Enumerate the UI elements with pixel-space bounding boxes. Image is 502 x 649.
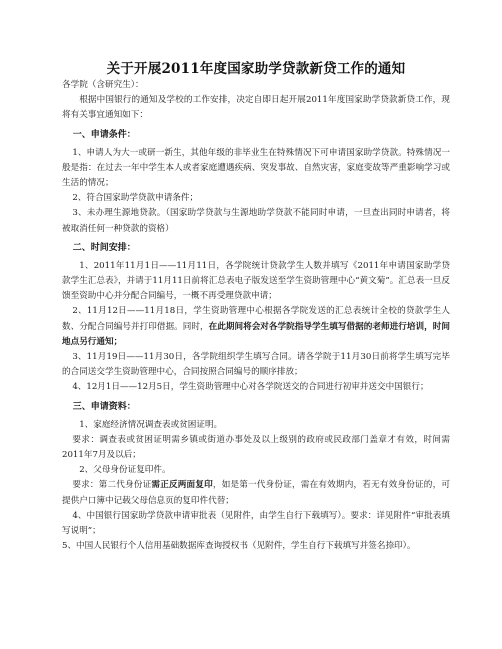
material-item-5: 5、中国人民银行个人信用基础数据库查询授权书（见附件，学生自行下载填写并签名捺印）。 bbox=[62, 541, 416, 552]
schedule-item-3: 3、11月19日——11月30日，各学院组织学生填写合同。请各学院于11月30日前将学生填写完毕的合同送交学生资助管理中心，合同按照合同编号的顺序排放； bbox=[62, 352, 450, 378]
condition-item-3: 3、未办理生源地贷款。（国家助学贷款与生源地助学贷款不能同时申请，一旦查出同时申请者，将被取消任何一种贷款的资格） bbox=[62, 208, 450, 234]
document-title: 关于开展2011年度国家助学贷款新贷工作的通知 bbox=[106, 61, 406, 77]
material-item-2: 2、父母身份证复印件。 bbox=[79, 465, 171, 476]
material-item-1-requirement: 要求：调查表或贫困证明需乡镇或街道办事处及以上级别的政府或民政部门盖章才有效，时间需2011年7月及以后； bbox=[62, 434, 450, 461]
section-heading-materials: 三、申请资料： bbox=[72, 401, 136, 412]
intro-paragraph: 根据中国银行的通知及学校的工作安排，决定自即日起开展2011年度国家助学贷款新贷工作，现将有关事宜通知如下： bbox=[62, 95, 450, 121]
schedule-item-1: 1、2011年11月1日——11月11日，各学院统计贷款学生人数并填写《2011年申请国家助学贷款学生汇总表》，并请于11月11日前将汇总表电子版发送至学生资助管理中心“黄文菊”。汇总表一旦反馈至资助中心并分配合同编号，一概不再受理贷款申请； bbox=[62, 260, 450, 302]
schedule-item-2-emphasis: 在此期间将会对各学院指导学生填写借据的老师进行培训，时间地点另行通知； bbox=[62, 321, 450, 347]
condition-item-2: 2、符合国家助学贷款申请条件； bbox=[72, 193, 199, 204]
schedule-item-2-text: 2、11月12日——11月18日，学生资助管理中心根据各学院发送的汇总表统计全校的贷款学生人数、分配合同编号并打印借据。同时， bbox=[62, 306, 450, 332]
condition-item-1: 1、申请人为大一或研一新生，其他年级的非毕业生在特殊情况下可申请国家助学贷款。特殊情况一般是指：在过去一年中学生本人或者家庭遭遇疾病、突发事故、自然灾害，家庭变故等严重影响学习或生活的情况； bbox=[62, 147, 450, 189]
material-item-2-req-emphasis: 需正反两面复印 bbox=[151, 480, 213, 491]
section-heading-schedule: 二、时间安排： bbox=[72, 242, 136, 253]
schedule-item-4: 4、12月1日——12月5日，学生资助管理中心对各学院送交的合同进行初审并送交中国银行； bbox=[72, 382, 429, 393]
section-heading-conditions: 一、申请条件： bbox=[72, 129, 136, 140]
salutation: 各学院（含研究生）： bbox=[62, 80, 144, 90]
material-item-4: 4、中国银行国家助学贷款申请审批表（见附件，由学生自行下载填写）。要求：详见附件“审批表填写说明”； bbox=[62, 510, 450, 537]
material-item-2-requirement bbox=[62, 478, 450, 508]
material-item-2-req-post: ，如是第一代身份证，需在有效期内，若无有效身份证的，可提供户口簿中记载父母信息页的复印件代替； bbox=[62, 480, 450, 506]
schedule-item-2 bbox=[62, 304, 450, 350]
material-item-1: 1、家庭经济情况调查表或贫困证明。 bbox=[79, 419, 223, 430]
material-item-2-req-pre: 要求：第二代身份证 bbox=[72, 480, 152, 491]
